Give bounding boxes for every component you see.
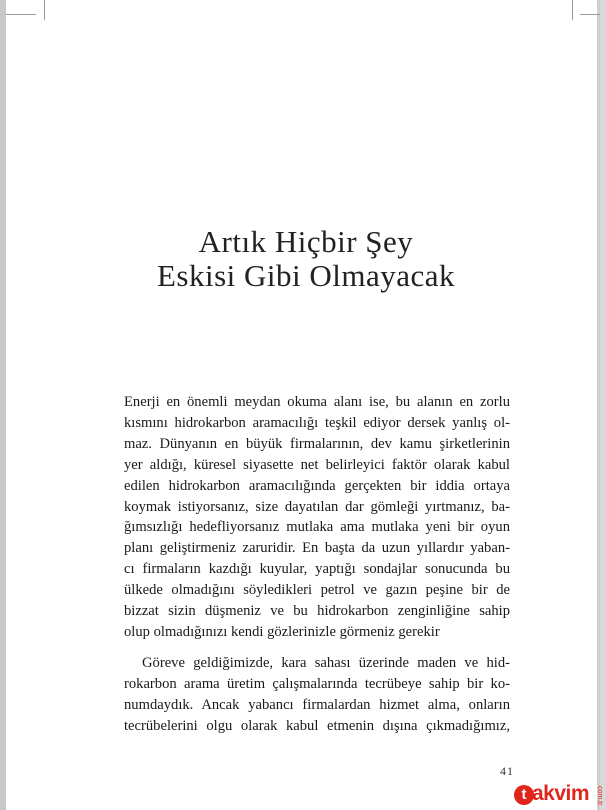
- text-line: Enerji en önemli meydan okuma alanı ise, bu alanın en zorlu: [124, 394, 510, 410]
- text-line: cı firmaların kazdığı kuyular, yaptığı sondajlar sonucunda bu: [124, 561, 510, 578]
- text-line: planı geliştirmeniz zaruridir. En başta da uzun yıllardır yaban-: [124, 540, 510, 557]
- chapter-title-line-1: Artık Hiçbir Şey: [198, 223, 414, 259]
- takvim-watermark: [514, 782, 606, 810]
- text-line: ülkede olmadığını söyledikleri petrol ve gazın peşine bir de: [124, 582, 510, 599]
- text-line: rokarbon arama üretim çalışmalarında tecrübeye sahip bir ko-: [124, 675, 510, 692]
- paragraph-1: [124, 392, 510, 643]
- paragraph-2: [124, 653, 510, 737]
- crop-line-right: [580, 14, 600, 15]
- text-line: tecrübelerini olgu olarak kabul etmenin dışına çıkmadığımız,: [124, 717, 510, 734]
- page-number: 41: [500, 764, 514, 778]
- takvim-logo-text: akvim: [532, 782, 590, 805]
- takvim-logo-suffix: com.tr: [596, 786, 603, 806]
- text-line: Göreve geldiğimizde, kara sahası üzerinde maden ve hid-: [142, 655, 510, 671]
- crop-line-left: [6, 14, 36, 15]
- text-line: bizzat sizin düşmeniz ve bu hidrokarbon zenginliğine sahip: [124, 603, 510, 620]
- crop-mark-left: [44, 0, 45, 20]
- text-line: yer aldığı, küresel siyasette net belirleyici faktör olarak kabul: [124, 456, 510, 473]
- text-line: maz. Dünyanın en büyük firmalarının, dev kamu şirketlerinin: [124, 435, 510, 452]
- text-line: kısmını hidrokarbon aramacılığı teşkil ediyor dersek yanlış ol-: [124, 414, 510, 431]
- text-line: koymak istiyorsanız, size dayatılan dar gömleği yırtmanız, ba-: [124, 498, 510, 515]
- text-line: edilen hidrokarbon aramacılığında gerçekten bir iddia ortaya: [124, 477, 510, 494]
- text-line: numdaydık. Ancak yabancı firmalardan hizmet alma, onların: [124, 696, 510, 713]
- text-line: olup olmadığınızı kendi gözlerinizle görmeniz gerekir: [124, 623, 440, 640]
- crop-mark-right: [572, 0, 573, 20]
- crop-marks: [6, 0, 606, 30]
- takvim-logo-icon: t: [514, 785, 534, 805]
- chapter-title-line-2: Eskisi Gibi Olmayacak: [156, 257, 456, 293]
- text-line: ğımsızlığı hedefliyorsanız mutlaka ama mutlaka yeni bir oyun: [124, 519, 510, 536]
